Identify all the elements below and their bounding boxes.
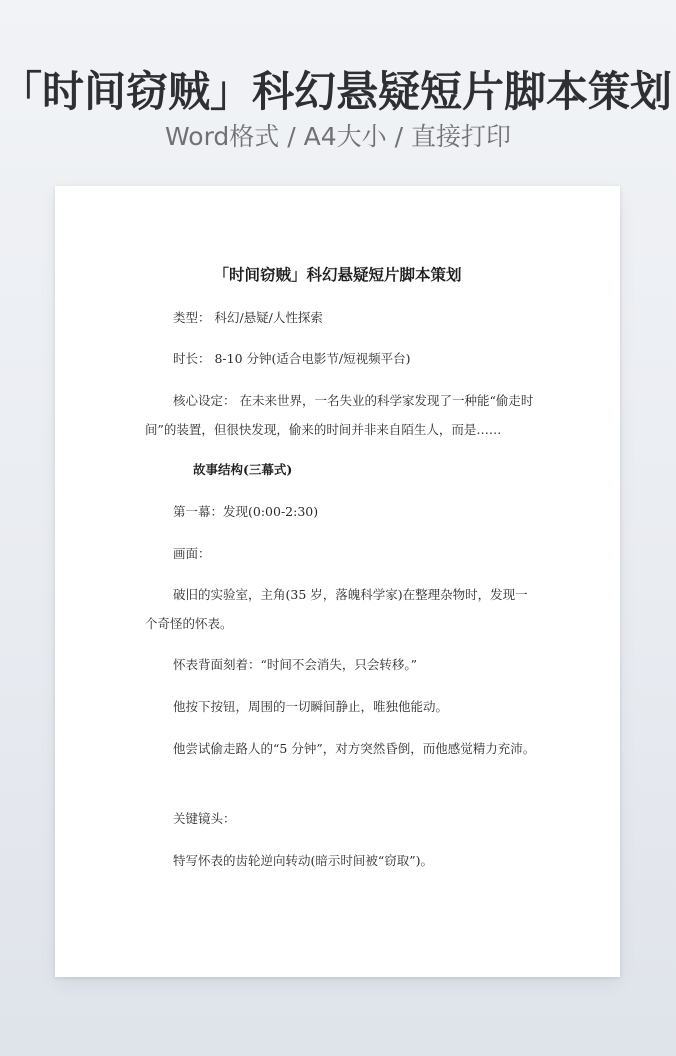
banner-subtitle: Word格式 / A4大小 / 直接打印 <box>165 122 511 151</box>
scene-paragraph-1: 破旧的实验室，主角(35 岁，落魄科学家)在整理杂物时，发现一个奇怪的怀表。 <box>145 587 528 631</box>
document-page <box>55 186 620 977</box>
document-title: 「时间窃贼」科幻悬疑短片脚本策划 <box>213 265 462 284</box>
key-shot-paragraph-1: 特写怀表的齿轮逆向转动(暗示时间被“窃取”)。 <box>173 853 434 868</box>
key-shot-label: 关键镜头： <box>173 811 236 826</box>
structure-heading: 故事结构(三幕式) <box>193 462 293 477</box>
duration-line: 时长： 8-10 分钟(适合电影节/短视频平台) <box>173 351 411 366</box>
genre-line: 类型： 科幻/悬疑/人性探索 <box>173 310 323 325</box>
document-body <box>55 186 620 977</box>
scene-paragraph-4: 他尝试偷走路人的“5 分钟”，对方突然昏倒，而他感觉精力充沛。 <box>173 741 536 756</box>
scene-paragraph-3: 他按下按钮，周围的一切瞬间静止，唯独他能动。 <box>173 699 449 714</box>
scene-paragraph-2: 怀表背面刻着：“时间不会消失，只会转移。” <box>173 657 418 672</box>
core-setting-paragraph: 核心设定： 在未来世界，一名失业的科学家发现了一种能“偷走时间”的装置，但很快发现，偷来的时间并非来自陌生人，而是…… <box>145 393 534 437</box>
banner-title: 「时间窃贼」科幻悬疑短片脚本策划 <box>0 67 673 116</box>
act-one-heading: 第一幕：发现(0:00-2:30) <box>173 504 319 519</box>
header-banner <box>0 0 676 170</box>
scene-label: 画面： <box>173 546 211 561</box>
